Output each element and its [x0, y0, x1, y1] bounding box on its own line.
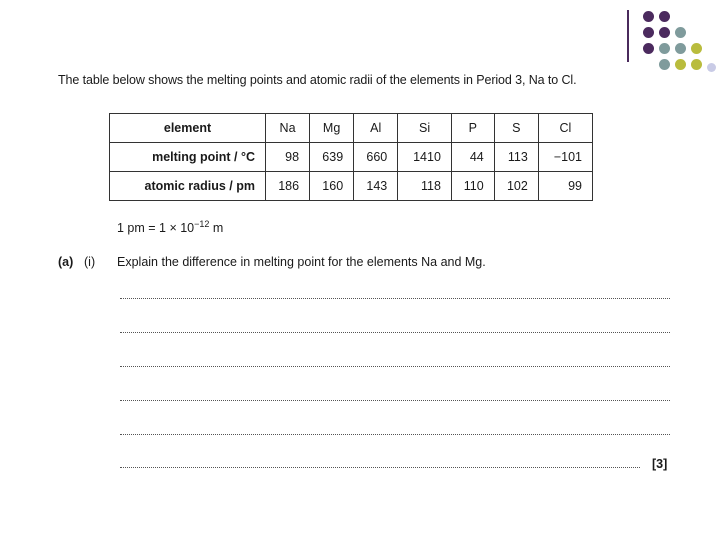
decor-dot — [707, 63, 716, 72]
table-row — [110, 172, 593, 201]
answer-line[interactable] — [120, 298, 670, 299]
table-cell: 1410 — [398, 143, 452, 172]
answer-line[interactable] — [120, 332, 670, 333]
decor-dot — [659, 11, 670, 22]
table-cell: 113 — [494, 143, 538, 172]
element-cell: Cl — [538, 114, 592, 143]
unit-note-suffix: m — [209, 221, 224, 236]
element-cell: S — [494, 114, 538, 143]
question-subpart: (i) — [84, 255, 96, 269]
decorative-header — [0, 0, 720, 70]
table-cell: 660 — [354, 143, 398, 172]
answer-line[interactable] — [120, 434, 670, 435]
table-cell: 102 — [494, 172, 538, 201]
element-cell: Si — [398, 114, 452, 143]
decor-dot — [675, 27, 686, 38]
question-text: Explain the difference in melting point for the elements Na and Mg. — [117, 255, 486, 269]
decorative-vertical-line — [627, 10, 629, 62]
row-label: melting point / °C — [110, 143, 266, 172]
decor-dot — [659, 43, 670, 54]
decor-dot — [675, 59, 686, 70]
table-header-row — [110, 114, 593, 143]
element-cell: Al — [354, 114, 398, 143]
answer-line[interactable] — [120, 467, 640, 468]
decor-dot — [643, 43, 654, 54]
intro-text: The table below shows the melting points and atomic radii of the elements in Period 3, Na to Cl. — [58, 73, 577, 87]
decor-dot — [659, 27, 670, 38]
table-row — [110, 143, 593, 172]
table-cell: 160 — [310, 172, 354, 201]
decor-dot — [691, 59, 702, 70]
table-cell: 639 — [310, 143, 354, 172]
unit-note-exponent: −12 — [194, 219, 210, 229]
decor-dot — [659, 59, 670, 70]
decor-dot — [643, 27, 654, 38]
question — [58, 255, 486, 269]
melting-point-table — [109, 113, 593, 201]
decor-dot — [643, 11, 654, 22]
decor-dot — [675, 43, 686, 54]
table-cell: 99 — [538, 172, 592, 201]
table-cell: −101 — [538, 143, 592, 172]
question-part: (a) — [58, 255, 74, 269]
decor-dot — [691, 43, 702, 54]
answer-line[interactable] — [120, 366, 670, 367]
table-cell: 98 — [266, 143, 310, 172]
marks-label: [3] — [652, 457, 668, 471]
unit-note-prefix: 1 pm = 1 × 10 — [117, 221, 195, 236]
header-label: element — [110, 114, 266, 143]
table-cell: 186 — [266, 172, 310, 201]
table-cell: 110 — [451, 172, 494, 201]
unit-note — [117, 219, 223, 235]
table-cell: 118 — [398, 172, 452, 201]
element-cell: P — [451, 114, 494, 143]
table-cell: 44 — [451, 143, 494, 172]
row-label: atomic radius / pm — [110, 172, 266, 201]
table-cell: 143 — [354, 172, 398, 201]
element-cell: Mg — [310, 114, 354, 143]
element-cell: Na — [266, 114, 310, 143]
answer-line[interactable] — [120, 400, 670, 401]
